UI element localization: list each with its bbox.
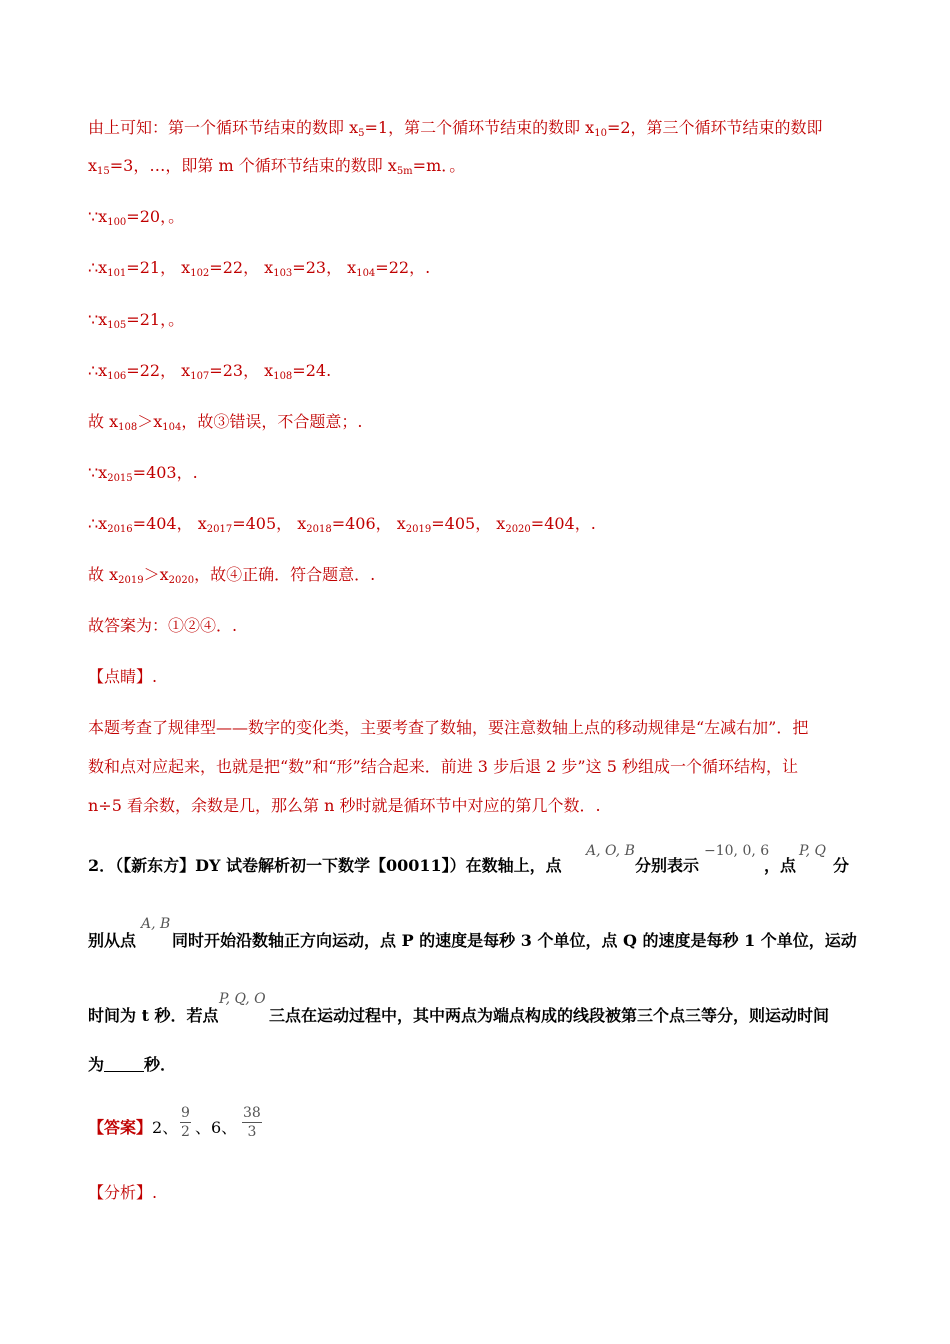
text: ，故③错误，不合题意；. xyxy=(181,412,363,431)
subscript: 5m xyxy=(396,166,413,177)
fraction-9-2 xyxy=(180,1105,191,1140)
answer-blank xyxy=(104,1071,144,1072)
subscript: 104 xyxy=(356,268,376,279)
text: x xyxy=(496,514,506,533)
subscript: 5 xyxy=(358,128,365,139)
text: =m．。 xyxy=(412,156,466,175)
text: ∵x xyxy=(88,310,108,329)
analysis-line-9 xyxy=(88,514,596,534)
analysis-label: 【分析】. xyxy=(88,1183,158,1202)
text: ＞x xyxy=(137,412,163,431)
subscript: 15 xyxy=(97,166,110,177)
text: =1，第二个循环节结束的数即 x xyxy=(364,118,595,137)
question-line-1 xyxy=(88,856,562,876)
text: =404，. xyxy=(530,514,596,533)
math-points-pq: P, Q xyxy=(799,843,826,859)
analysis-line-11: 故答案为：①②④．. xyxy=(88,616,238,635)
text: =23， xyxy=(292,258,343,277)
question-line-2a: 别从点 xyxy=(88,931,137,950)
subscript: 108 xyxy=(118,422,138,433)
question-line-1d: 分 xyxy=(833,856,850,875)
text: =404， xyxy=(132,514,193,533)
analysis-line-7 xyxy=(88,412,362,432)
text: x xyxy=(264,258,274,277)
answer-label: 【答案】 xyxy=(88,1118,153,1137)
text: 为 xyxy=(88,1055,105,1074)
text: =406， xyxy=(331,514,392,533)
text: ＞x xyxy=(143,565,169,584)
text: =22， xyxy=(209,258,260,277)
text: x xyxy=(88,156,98,175)
question-line-3b: 三点在运动过程中，其中两点为端点构成的线段被第三个点三等分，则运动时间 xyxy=(269,1006,830,1025)
subscript: 106 xyxy=(107,371,127,382)
text: =21，。 xyxy=(126,310,185,329)
fraction-bar xyxy=(180,1122,191,1123)
question-line-1c: ，点 xyxy=(764,856,797,875)
subscript: 2017 xyxy=(206,524,233,535)
text: =2，第三个循环节结束的数即 xyxy=(606,118,823,137)
text: =20，。 xyxy=(126,207,185,226)
question-line-2b: 同时开始沿数轴正方向运动，点 P 的速度是每秒 3 个单位，点 Q 的速度是每秒 1 个单位，运动 xyxy=(172,931,857,950)
text: x xyxy=(347,258,357,277)
analysis-line-1 xyxy=(88,118,823,138)
analysis-line-6 xyxy=(88,361,331,381)
text: 故 x xyxy=(88,565,119,584)
math-values: −10, 0, 6 xyxy=(704,843,770,859)
subscript: 2019 xyxy=(118,575,144,586)
text: ∵x xyxy=(88,463,108,482)
subscript: 2015 xyxy=(107,473,133,484)
numerator: 9 xyxy=(181,1105,190,1121)
question-line-4 xyxy=(88,1055,176,1075)
subscript: 2020 xyxy=(168,575,195,586)
text: =21， xyxy=(126,258,177,277)
analysis-line-10 xyxy=(88,565,375,585)
text: =3，…，即第 m 个循环节结束的数即 x xyxy=(109,156,397,175)
insight-line-2: 数和点对应起来，也就是把“数”和“形”结合起来．前进 3 步后退 2 步”这 5 秒组成一个循环结构，让 xyxy=(88,757,798,776)
insight-line-3: n÷5 看余数，余数是几，那么第 n 秒时就是循环节中对应的第几个数．. xyxy=(88,796,601,815)
text: =405， xyxy=(431,514,492,533)
text: =24. xyxy=(292,361,332,380)
text: =405， xyxy=(232,514,293,533)
analysis-line-3 xyxy=(88,207,184,227)
text: =23， xyxy=(209,361,260,380)
math-points-aob: A, O, B xyxy=(586,843,635,859)
answer-line xyxy=(88,1118,178,1138)
analysis-line-4 xyxy=(88,258,430,278)
math-points-pqo: P, Q, O xyxy=(219,991,266,1007)
text: =22，. xyxy=(375,258,431,277)
text: 故 x xyxy=(88,412,119,431)
text: x xyxy=(297,514,307,533)
text: 2．（【新东方】DY 试卷解析初一下数学【00011】）在数轴上，点 xyxy=(88,856,562,875)
question-line-3a: 时间为 t 秒．若点 xyxy=(88,1006,219,1025)
fraction-bar xyxy=(242,1122,262,1123)
answer-text-2: 、6、 xyxy=(195,1118,238,1137)
subscript: 2020 xyxy=(505,524,531,535)
answer-text: 2、 xyxy=(152,1118,179,1137)
subscript: 105 xyxy=(107,320,127,331)
subscript: 2016 xyxy=(107,524,133,535)
text: ，故④正确．符合题意．. xyxy=(194,565,376,584)
numerator: 38 xyxy=(243,1105,261,1121)
text: x xyxy=(264,361,274,380)
text: x xyxy=(181,258,191,277)
insight-label: 【点睛】. xyxy=(88,667,158,686)
text: 由上可知：第一个循环节结束的数即 x xyxy=(88,118,359,137)
fraction-38-3 xyxy=(242,1105,262,1140)
subscript: 107 xyxy=(190,371,210,382)
analysis-line-2 xyxy=(88,156,465,176)
text: =22， xyxy=(126,361,177,380)
subscript: 10 xyxy=(594,128,607,139)
text: ∴x xyxy=(88,514,108,533)
subscript: 2018 xyxy=(306,524,332,535)
subscript: 102 xyxy=(190,268,210,279)
text: ∵x xyxy=(88,207,108,226)
denominator: 2 xyxy=(181,1124,190,1140)
analysis-line-5 xyxy=(88,310,184,330)
text: x xyxy=(396,514,406,533)
question-line-1b: 分别表示 xyxy=(635,856,700,875)
subscript: 101 xyxy=(107,268,127,279)
text: 秒． xyxy=(144,1055,177,1074)
subscript: 2019 xyxy=(405,524,432,535)
subscript: 100 xyxy=(107,217,127,228)
text: ∴x xyxy=(88,258,108,277)
text: x xyxy=(181,361,191,380)
subscript: 103 xyxy=(273,268,293,279)
text: ∴x xyxy=(88,361,108,380)
subscript: 108 xyxy=(273,371,293,382)
denominator: 3 xyxy=(247,1124,257,1140)
subscript: 104 xyxy=(162,422,182,433)
analysis-line-8 xyxy=(88,463,198,483)
math-points-ab: A, B xyxy=(141,916,171,932)
insight-line-1: 本题考查了规律型——数字的变化类，主要考查了数轴，要注意数轴上点的移动规律是“左减右加”．把 xyxy=(88,718,809,737)
text: x xyxy=(197,514,207,533)
text: =403，. xyxy=(132,463,198,482)
